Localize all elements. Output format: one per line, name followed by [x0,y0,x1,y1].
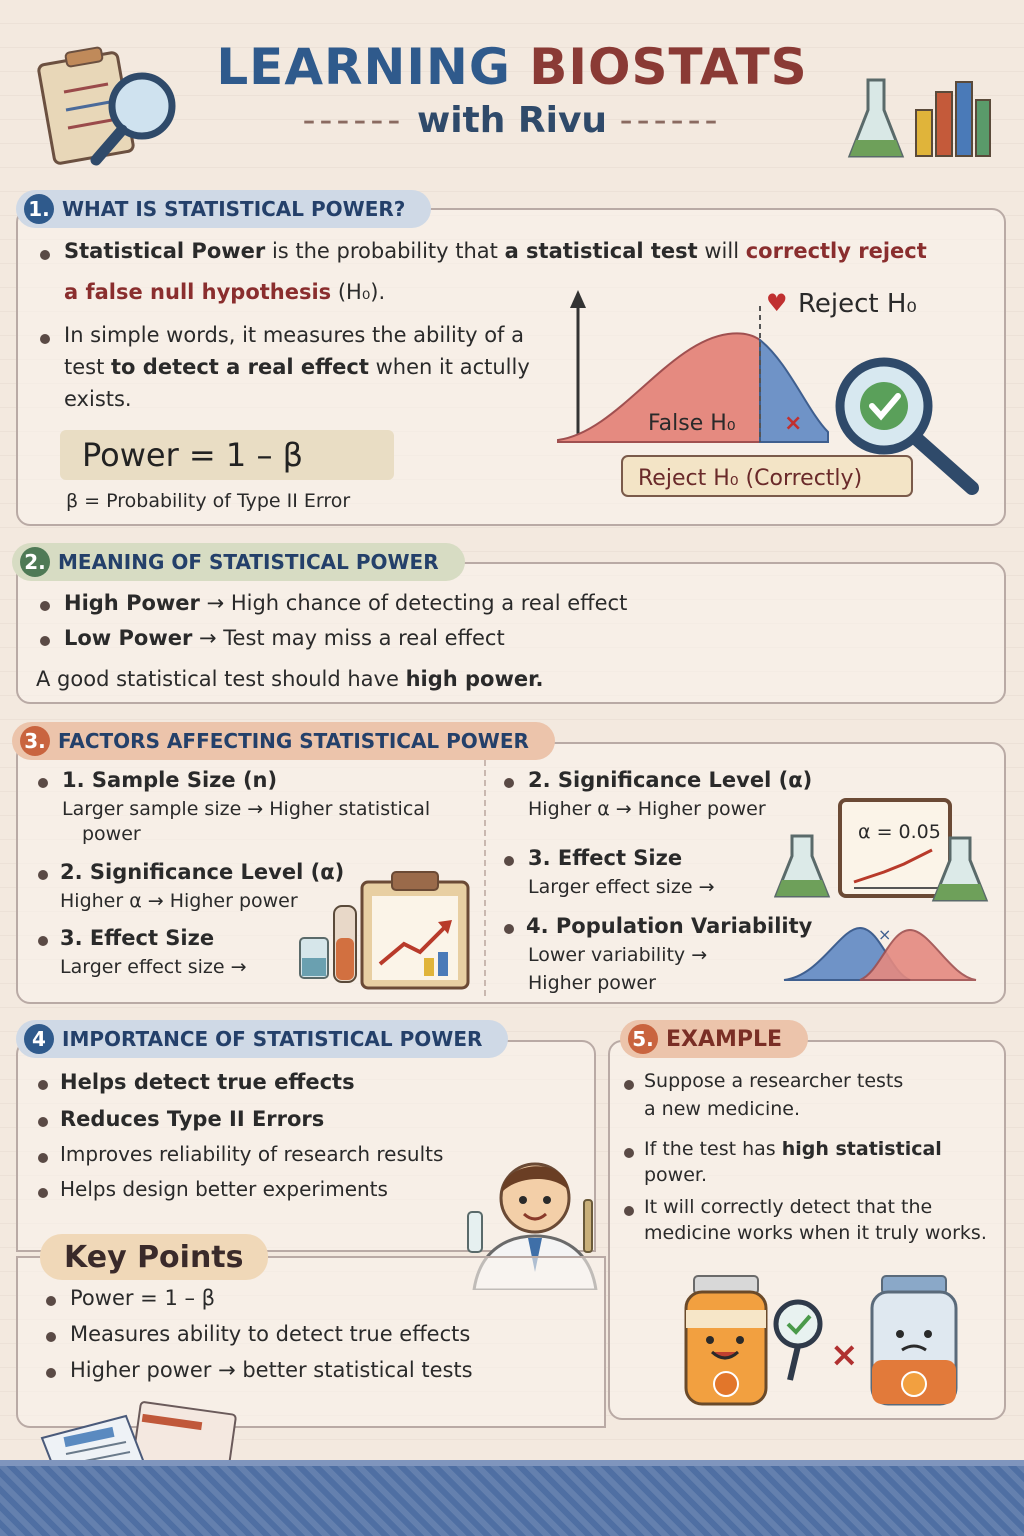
section-3-title: FACTORS AFFECTING STATISTICAL POWER [58,729,529,753]
factor-left-2-line-1: Higher α → Higher power [60,890,298,912]
bullet-dot [38,1153,48,1163]
term-false-null-hypothesis: a false null hypothesis [64,280,332,304]
medicine-bottles-icon [650,1270,990,1410]
text: If the test has [644,1138,782,1160]
section-1-bullet-2-line-2 [64,352,564,382]
section-2-note [36,664,936,694]
factor-right-3-line-1: Lower variability → [528,944,708,966]
example-bullet-2-line-1 [644,1136,942,1164]
factor-left-2-head: 2. Significance Level (α) [60,860,345,884]
bullet-dot [504,778,514,788]
bullet-dot [38,778,48,788]
section-1-title: WHAT IS STATISTICAL POWER? [62,197,406,221]
text: test [64,355,112,379]
footer-band [0,1466,1024,1536]
section-4-number: 4 [24,1024,54,1054]
cross-icon: × [830,1335,859,1375]
clipboard-chart-icon [294,868,480,992]
section-5-number: 5. [628,1024,658,1054]
text: → High chance of detecting a real effect [199,591,628,615]
section-4-header [16,1020,508,1058]
subtitle-text: with Rivu [416,100,608,141]
bullet-dot [504,924,514,934]
term-correctly-reject: correctly reject [745,239,927,263]
example-bullet-1-line-2: a new medicine. [644,1098,801,1120]
bullet-dot [38,1117,48,1127]
example-bullet-3-line-1: It will correctly detect that the [644,1196,933,1218]
term-statistical-power: Statistical Power [64,239,266,263]
overlapping-distributions-icon [780,922,980,984]
power-distribution-diagram [548,282,998,504]
example-bullet-2-line-2: power. [644,1164,708,1186]
term-detect-real-effect: to detect a real effect [111,355,369,379]
importance-item-3: Improves reliability of research results [60,1142,444,1166]
bullet-dot [40,334,50,344]
text: will [697,239,746,263]
factor-left-1-head: 1. Sample Size (n) [62,768,278,792]
bullet-dot [624,1148,634,1158]
example-bullet-3-line-2: medicine works when it truly works. [644,1222,987,1244]
key-point-1: Power = 1 – β [70,1286,216,1310]
bullet-dot [46,1296,56,1306]
flask-bar-chart-icon [846,60,996,170]
cross-icon: × [784,411,803,436]
importance-item-2: Reduces Type II Errors [60,1107,325,1131]
text: A good statistical test should have [36,667,406,691]
text: is the probability that [265,239,505,263]
bullet-dot [38,1188,48,1198]
term-low-power: Low Power [64,626,193,650]
heart-icon: ♥ [766,289,788,317]
section-1-bullet-1-line-2 [64,277,564,307]
term-high-statistical: high statistical [781,1138,942,1160]
alpha-value-label: α = 0.05 [858,821,941,843]
section-3-divider [484,760,486,996]
bullet-dot [46,1368,56,1378]
section-3-number: 3. [20,726,50,756]
alpha-board-flask-icon [774,790,996,912]
section-5-header [620,1020,808,1058]
factor-right-3-head: 4. Population Variability [526,914,813,938]
section-1-bullet-1-line-1 [64,236,994,266]
factor-right-3-line-2: Higher power [528,972,656,994]
section-4-title: IMPORTANCE OF STATISTICAL POWER [62,1027,483,1051]
importance-item-4: Helps design better experiments [60,1177,388,1201]
factor-left-1-line-2: power [82,823,141,845]
section-2-number: 2. [20,547,50,577]
factor-right-2-line-1: Larger effect size → [528,876,715,898]
graph-reject-h0-label: Reject H₀ [798,289,917,319]
term-statistical-test: a statistical test [504,239,698,263]
power-formula: Power = 1 – β [82,436,304,474]
section-1-number: 1. [24,194,54,224]
factor-right-2-head: 3. Effect Size [528,846,683,870]
cross-icon: × [878,925,892,944]
title-part-biostats: BIOSTATS [529,38,808,96]
section-2-bullet-1 [64,588,964,618]
subtitle-left-dash: ------ [302,100,405,141]
bullet-dot [624,1080,634,1090]
factor-right-1-head: 2. Significance Level (α) [528,768,813,792]
bullet-dot [40,636,50,646]
bullet-dot [38,936,48,946]
bullet-dot [38,1080,48,1090]
subtitle-right-dash: ------ [619,100,722,141]
factor-left-3-head: 3. Effect Size [60,926,215,950]
bullet-dot [38,870,48,880]
factor-right-1-line-1: Higher α → Higher power [528,798,766,820]
beta-definition: β = Probability of Type II Error [66,490,351,512]
term-high-power: High Power [64,591,200,615]
section-1-bullet-2-line-1: In simple words, it measures the ability of a [64,323,524,347]
bullet-dot [624,1206,634,1216]
title-part-learning: LEARNING [216,38,511,96]
power-formula-box [60,430,394,480]
term-high-power-note: high power. [405,667,544,691]
bullet-dot [46,1332,56,1342]
bullet-dot [40,601,50,611]
section-3-header [12,722,555,760]
importance-item-1: Helps detect true effects [60,1070,355,1094]
section-2-title: MEANING OF STATISTICAL POWER [58,550,439,574]
section-1-bullet-2-line-3: exists. [64,387,132,411]
text: (H₀). [331,280,386,304]
factor-left-3-line-1: Larger effect size → [60,956,247,978]
bullet-dot [504,856,514,866]
graph-false-h0-label: False H₀ [648,411,736,436]
text: → Test may miss a real effect [192,626,505,650]
section-5-title: EXAMPLE [666,1026,783,1052]
section-2-bullet-2 [64,623,964,653]
key-points-header: Key Points [40,1234,268,1280]
key-point-3: Higher power → better statistical tests [70,1358,473,1382]
section-2-header [12,543,465,581]
clipboard-magnifier-icon [30,40,200,170]
factor-left-1-line-1: Larger sample size → Higher statistical [62,798,431,820]
bullet-dot [40,250,50,260]
graph-reject-correctly-label: Reject H₀ (Correctly) [638,466,863,491]
text: when it actully [368,355,530,379]
section-1-header [16,190,431,228]
example-bullet-1-line-1: Suppose a researcher tests [644,1070,904,1092]
key-point-2: Measures ability to detect true effects [70,1322,471,1346]
